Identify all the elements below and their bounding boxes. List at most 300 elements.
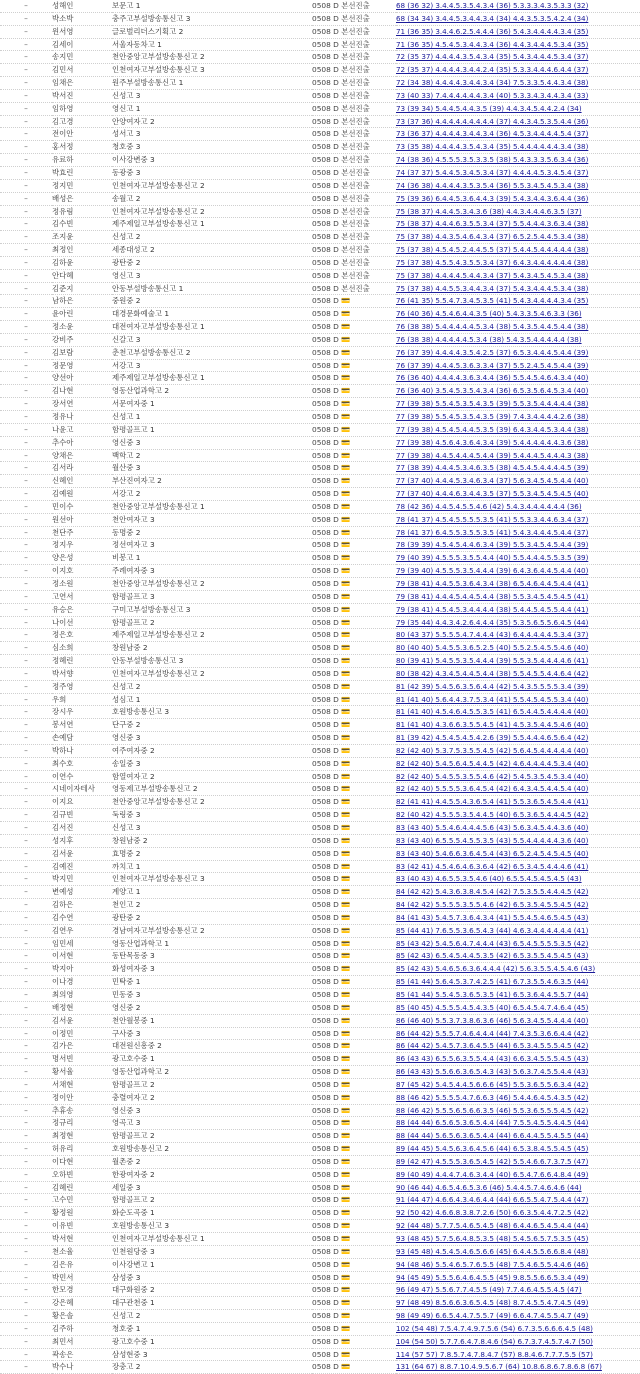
score-link[interactable]: 76 (41 35) 5.5.4.7.3.4.5.3.5 (41) 5.4.3.4.4.4.4.3.4 (35) (396, 296, 589, 306)
table-row (0, 154, 640, 167)
rank-cell: – (0, 449, 52, 462)
score-link[interactable]: 73 (37 36) 4.4.4.4.4.4.4.4.4 (37) 4.4.3.4.5.3.5.4.4 (36) (396, 116, 589, 126)
score-cell (396, 1040, 640, 1053)
table-row (0, 1361, 640, 1374)
player-name-cell: 이정민 (52, 1027, 112, 1040)
player-name-cell: 김나현 (52, 385, 112, 398)
round-status-cell: 0508 D 💳 (312, 1258, 396, 1271)
score-link[interactable]: 75 (37 38) 4.4.5.5.3.4.4.3.4 (37) 5.4.3.4.4.4.5.3.4 (38) (396, 283, 589, 293)
school-cell: 천안월봉중 1 (112, 1014, 312, 1027)
score-link[interactable]: 76 (36 40) 3.5.4.5.3.5.4.3.4 (36) 6.5.3.5.6.4.5.3.4 (40) (396, 386, 589, 396)
round-status-cell: 0508 D 💳 (312, 834, 396, 847)
score-link[interactable]: 79 (40 39) 4.5.5.5.3.5.5.4.4 (40) 5.5.4.4.4.5.5.3.5 (39) (396, 553, 589, 563)
score-link[interactable]: 77 (38 39) 4.4.4.5.3.4.6.3.5 (38) 4.5.4.5.4.4.4.4.5 (39) (396, 463, 589, 473)
table-row (0, 822, 640, 835)
player-name-cell: 최의영 (52, 988, 112, 1001)
school-cell: 천안중앙고부설방송통신고 1 (112, 500, 312, 513)
rank-cell: – (0, 577, 52, 590)
table-row (0, 1297, 640, 1310)
score-link[interactable]: 76 (38 38) 5.4.4.4.4.4.5.3.4 (38) 5.4.3.5.4.4.5.4.4 (38) (396, 322, 589, 332)
school-cell: 서울자동차고 1 (112, 38, 312, 51)
table-row (0, 1168, 640, 1181)
rank-cell: – (0, 321, 52, 334)
rank-cell: – (0, 154, 52, 167)
round-status-cell: 0508 D 💳 (312, 372, 396, 385)
school-cell: 월촌중 2 (112, 1155, 312, 1168)
score-link[interactable]: 76 (37 39) 4.4.4.5.3.6.3.3.4 (37) 5.5.2.4.5.4.5.4.4 (39) (396, 360, 589, 370)
rank-cell: – (0, 269, 52, 282)
score-link[interactable]: 80 (39 41) 5.4.5.5.3.5.4.4.4 (39) 5.5.3.5.4.4.4.4.6 (41) (396, 656, 589, 666)
table-row (0, 796, 640, 809)
school-cell: 함열여자고 2 (112, 770, 312, 783)
score-link[interactable]: 76 (38 38) 4.4.4.4.4.5.3.4 (38) 5.4.3.5.4.4.4.4.4 (38) (396, 334, 582, 344)
score-link[interactable]: 81 (39 42) 4.5.4.5.4.5.4.2.6 (39) 5.5.4.4.4.6.5.6.4 (42) (396, 733, 589, 743)
score-cell (396, 744, 640, 757)
table-row (0, 1310, 640, 1323)
score-cell (396, 732, 640, 745)
player-name-cell: 배성은 (52, 192, 112, 205)
score-link[interactable]: 75 (38 37) 4.4.4.5.3.4.3.6 (38) 4.4.3.4.4.4.6.3.5 (37) (396, 206, 582, 216)
score-link[interactable]: 90 (46 44) 4.6.5.4.6.5.3.6 (46) 5.4.4.5.7.4.6.4.6 (44) (396, 1182, 582, 1192)
table-row (0, 1220, 640, 1233)
score-link[interactable]: 71 (36 35) 4.5.4.5.3.4.4.3.4 (36) 4.4.3.4.4.4.5.3.4 (35) (396, 39, 589, 49)
score-link[interactable]: 76 (36 40) 4.4.4.4.3.6.3.4.4 (36) 5.5.4.5.4.6.4.3.4 (40) (396, 373, 589, 383)
round-status-cell: 0508 D 💳 (312, 1207, 396, 1220)
score-link[interactable]: 83 (43 40) 6.5.5.5.4.5.5.3.5 (43) 5.5.4.4.4.4.4.3.6 (40) (396, 835, 589, 845)
player-name-cell: 박민서 (52, 1271, 112, 1284)
score-link[interactable]: 102 (54 48) 7.5.4.7.4.9.7.5.6 (54) 6.7.3.5.6.6.6.4.5 (48) (396, 1323, 593, 1333)
table-row (0, 526, 640, 539)
player-name-cell: 김규빈 (52, 809, 112, 822)
score-cell (396, 231, 640, 244)
score-cell (396, 166, 640, 179)
school-cell: 인천여자고부설방송통신고 2 (112, 179, 312, 192)
rank-cell: – (0, 873, 52, 886)
score-link[interactable]: 75 (37 38) 4.5.4.5.2.4.4.5.5 (37) 5.4.4.5.4.4.4.4.4 (38) (396, 245, 589, 255)
school-cell: 이사강변중 3 (112, 154, 312, 167)
score-link[interactable]: 98 (49 49) 6.6.5.4.4.7.5.5.7 (49) 6.6.4.7.4.5.5.4.7 (49) (396, 1311, 589, 1321)
player-name-cell: 송지민 (52, 51, 112, 64)
rank-cell: – (0, 744, 52, 757)
score-link[interactable]: 85 (43 42) 5.4.5.6.4.7.4.4.4 (43) 6.5.4.5.5.5.5.3.5 (42) (396, 938, 589, 948)
score-link[interactable]: 72 (34 38) 4.4.4.4.3.4.4.3.4 (34) 7.5.3.3.5.4.4.3.4 (38) (396, 78, 589, 88)
score-link[interactable]: 89 (44 45) 5.4.5.6.3.6.4.5.6 (44) 6.5.3.8.4.5.5.4.5 (45) (396, 1144, 589, 1154)
score-link[interactable]: 72 (35 37) 4.4.4.4.3.4.4.2.4 (35) 5.3.3.4.4.4.6.4.4 (37) (396, 65, 589, 75)
table-row (0, 115, 640, 128)
rank-cell: – (0, 911, 52, 924)
table-row (0, 706, 640, 719)
round-status-cell: 0508 D 💳 (312, 398, 396, 411)
school-cell: 인천여자고부설방송통신고 2 (112, 667, 312, 680)
score-link[interactable]: 84 (42 42) 5.5.5.5.3.5.5.4.6 (42) 6.5.3.5.4.5.5.4.5 (42) (396, 900, 589, 910)
rank-cell: – (0, 38, 52, 51)
player-name-cell: 박서진 (52, 89, 112, 102)
round-status-cell: 0508 D 💳 (312, 513, 396, 526)
rank-cell: – (0, 231, 52, 244)
school-cell: 대경문화예술고 1 (112, 308, 312, 321)
table-row (0, 976, 640, 989)
rank-cell: – (0, 423, 52, 436)
table-row (0, 719, 640, 732)
score-link[interactable]: 72 (35 37) 4.4.4.4.3.5.4.3.4 (35) 5.4.3.4.4.4.5.3.4 (37) (396, 52, 589, 62)
school-cell: 영신중 2 (112, 1001, 312, 1014)
round-status-cell: 0508 D 💳 (312, 822, 396, 835)
table-row (0, 590, 640, 603)
score-link[interactable]: 74 (36 38) 4.4.4.4.3.5.3.5.4 (36) 5.5.3.4.5.4.5.3.4 (38) (396, 180, 589, 190)
score-link[interactable]: 86 (44 42) 5.5.5.7.4.6.4.4.4 (44) 7.4.3.5.3.6.6.4.4 (42) (396, 1028, 589, 1038)
table-row (0, 398, 640, 411)
rank-cell: – (0, 411, 52, 424)
score-link[interactable]: 93 (45 48) 4.5.4.5.4.6.5.6.6 (45) 6.4.4.5.5.6.6.8.4 (48) (396, 1246, 589, 1256)
score-link[interactable]: 74 (37 37) 5.4.4.5.3.4.5.3.4 (37) 4.4.4.4.5.3.4.5.4 (37) (396, 167, 589, 177)
school-cell: 창원남중 2 (112, 642, 312, 655)
score-link[interactable]: 77 (39 38) 4.5.4.5.4.4.5.3.5 (39) 6.4.3.4.4.5.3.4.4 (38) (396, 424, 589, 434)
round-status-cell: 0508 D 💳 (312, 860, 396, 873)
school-cell: 신성고 2 (112, 680, 312, 693)
table-row (0, 12, 640, 25)
table-row (0, 924, 640, 937)
player-name-cell: 장시우 (52, 706, 112, 719)
player-name-cell: 정유림 (52, 205, 112, 218)
score-cell (396, 719, 640, 732)
school-cell: 천안중앙고부설방송통신고 2 (112, 51, 312, 64)
rank-cell: – (0, 385, 52, 398)
score-link[interactable]: 94 (45 49) 5.5.5.6.4.6.4.5.5 (45) 9.8.5.5.6.6.5.3.4 (49) (396, 1272, 589, 1282)
rank-cell: – (0, 988, 52, 1001)
score-link[interactable]: 83 (43 40) 5.4.6.6.3.6.4.5.4 (43) 6.5.2.4.5.4.5.4.5 (40) (396, 848, 589, 858)
score-link[interactable]: 77 (39 38) 4.4.5.4.4.4.5.4.4 (39) 5.4.4.4.5.4.4.4.3 (38) (396, 450, 589, 460)
round-status-cell: 0508 D 💳 (312, 423, 396, 436)
rank-cell: – (0, 693, 52, 706)
round-status-cell: 0508 D 💳 (312, 937, 396, 950)
score-link[interactable]: 86 (43 43) 6.5.5.6.3.5.5.4.4 (43) 6.6.3.4.5.5.5.4.5 (43) (396, 1054, 589, 1064)
score-cell (396, 577, 640, 590)
rank-cell: – (0, 539, 52, 552)
score-link[interactable]: 94 (48 46) 5.5.4.6.5.7.6.5.5 (48) 7.5.4.6.5.5.4.4.6 (46) (396, 1259, 589, 1269)
rank-cell: – (0, 89, 52, 102)
round-status-cell: 0508 D 💳 (312, 385, 396, 398)
player-name-cell: 최정현 (52, 1130, 112, 1143)
score-link[interactable]: 79 (35 44) 4.4.3.4.2.6.4.4.4 (35) 5.3.5.6.5.5.6.4.5 (44) (396, 617, 589, 627)
rank-cell: – (0, 12, 52, 25)
score-link[interactable]: 79 (38 41) 4.4.4.5.4.4.5.4.4 (38) 5.5.3.4.5.4.5.4.5 (41) (396, 591, 589, 601)
player-name-cell: 홍서정 (52, 141, 112, 154)
rank-cell: – (0, 115, 52, 128)
score-cell (396, 796, 640, 809)
player-name-cell: 이연수 (52, 770, 112, 783)
table-row (0, 128, 640, 141)
score-link[interactable]: 75 (37 38) 4.5.5.4.3.5.5.3.4 (37) 6.4.3.4.4.4.4.4.4 (38) (396, 257, 589, 267)
score-link[interactable]: 73 (40 33) 7.4.4.4.4.4.4.3.4 (40) 5.3.3.4.3.4.4.3.4 (33) (396, 90, 589, 100)
score-link[interactable]: 83 (42 41) 4.5.4.6.4.6.3.6.4 (42) 6.5.3.4.5.4.4.4.6 (41) (396, 861, 589, 871)
player-name-cell: 조지윤 (52, 231, 112, 244)
school-cell: 송월고 2 (112, 192, 312, 205)
rank-cell: – (0, 333, 52, 346)
score-link[interactable]: 88 (46 42) 5.5.5.6.5.6.6.3.5 (46) 5.5.3.6.5.5.5.4.5 (42) (396, 1105, 589, 1115)
score-cell (396, 77, 640, 90)
score-cell (396, 1284, 640, 1297)
school-cell: 안양여자고 2 (112, 115, 312, 128)
rank-cell: – (0, 565, 52, 578)
table-row (0, 385, 640, 398)
table-row (0, 231, 640, 244)
score-link[interactable]: 77 (37 40) 4.4.4.6.3.4.4.3.5 (37) 5.5.3.4.5.4.5.4.5 (40) (396, 489, 589, 499)
player-name-cell: 이유빈 (52, 1220, 112, 1233)
player-name-cell: 명서빈 (52, 1053, 112, 1066)
score-link[interactable]: 83 (43 40) 5.5.4.6.4.4.4.5.6 (43) 5.6.3.4.5.4.4.3.6 (40) (396, 823, 589, 832)
table-row (0, 693, 640, 706)
score-link[interactable]: 88 (44 44) 5.6.5.6.3.6.5.4.4 (44) 6.6.4.4.5.5.4.5.5 (44) (396, 1131, 589, 1141)
table-row (0, 1271, 640, 1284)
player-name-cell: 허유리 (52, 1143, 112, 1156)
player-name-cell: 김서진 (52, 822, 112, 835)
round-status-cell: 0508 D 💳 (312, 411, 396, 424)
round-status-cell: 0508 D 💳 (312, 719, 396, 732)
score-link[interactable]: 82 (42 40) 5.3.7.5.3.5.5.4.5 (42) 5.6.4.5.4.4.4.4.4 (40) (396, 745, 589, 755)
score-link[interactable]: 73 (35 38) 4.4.4.4.3.5.4.3.4 (35) 5.4.4.4.4.4.4.3.4 (38) (396, 142, 589, 152)
school-cell: 영동제고부설방송통신고 2 (112, 783, 312, 796)
player-name-cell: 윤아린 (52, 308, 112, 321)
score-cell (396, 1322, 640, 1335)
score-link[interactable]: 85 (41 44) 5.5.4.5.3.6.5.3.5 (41) 6.5.3.6.4.4.5.5.7 (44) (396, 989, 589, 999)
score-cell (396, 192, 640, 205)
score-link[interactable]: 82 (42 40) 5.4.5.6.4.5.4.4.5 (42) 4.6.4.4.4.4.5.3.4 (40) (396, 758, 589, 768)
score-link[interactable]: 81 (42 39) 5.4.5.6.3.5.6.4.4 (42) 5.4.3.5.5.5.5.3.4 (39) (396, 681, 589, 691)
score-link[interactable]: 82 (42 40) 5.4.5.5.3.5.5.4.6 (42) 5.4.5.3.5.4.5.3.4 (40) (396, 771, 589, 781)
score-link[interactable]: 86 (46 40) 5.5.3.7.3.8.6.3.6 (46) 5.6.3.4.5.5.4.4.4 (40) (396, 1015, 589, 1025)
round-status-cell: 0508 D 💳 (312, 950, 396, 963)
round-status-cell: 0508 D 💳 (312, 1361, 396, 1374)
score-link[interactable]: 85 (42 43) 6.5.4.5.4.4.5.3.5 (42) 6.5.3.5.5.4.5.4.5 (43) (396, 951, 589, 961)
player-name-cell: 김민서 (52, 64, 112, 77)
score-link[interactable]: 77 (39 38) 4.5.6.4.3.6.4.3.4 (39) 5.4.4.4.4.4.4.3.6 (38) (396, 437, 589, 447)
score-link[interactable]: 75 (39 36) 6.4.4.5.3.6.4.4.3 (39) 5.4.3.4.4.3.6.4.4 (36) (396, 193, 589, 203)
score-link[interactable]: 86 (44 42) 5.4.5.7.3.6.4.5.5 (44) 6.5.3.4.5.5.5.4.5 (42) (396, 1041, 589, 1051)
score-link[interactable]: 88 (44 44) 6.5.6.5.3.6.5.4.4 (44) 7.5.5.4.5.5.4.4.5 (44) (396, 1118, 589, 1128)
score-link[interactable]: 75 (37 38) 4.4.3.5.4.6.4.3.4 (37) 6.5.2.5.4.4.5.3.4 (38) (396, 232, 589, 242)
score-link[interactable]: 80 (43 37) 5.5.5.5.4.7.4.4.4 (43) 6.4.4.4.4.4.5.3.4 (37) (396, 630, 589, 640)
score-link[interactable]: 79 (38 41) 4.4.5.5.3.6.4.3.4 (38) 6.5.4.6.4.4.5.4.4 (41) (396, 578, 589, 588)
score-link[interactable]: 75 (37 38) 4.4.4.4.5.4.4.3.4 (37) 5.4.3.4.5.4.5.3.4 (38) (396, 270, 589, 280)
score-link[interactable]: 96 (49 47) 5.5.6.7.7.4.5.5 (49) 7.7.4.6.4.5.5.4.5 (47) (396, 1285, 582, 1295)
school-cell: 광고호수중 1 (112, 1053, 312, 1066)
score-link[interactable]: 87 (45 42) 5.4.5.4.4.5.6.6.6 (45) 5.5.3.6.5.5.6.3.4 (42) (396, 1079, 589, 1089)
player-name-cell: 강비주 (52, 333, 112, 346)
table-row (0, 744, 640, 757)
school-cell: 광탄중 2 (112, 256, 312, 269)
rank-cell: – (0, 899, 52, 912)
player-name-cell: 황은솔 (52, 1310, 112, 1323)
school-cell: 대구화원중 2 (112, 1284, 312, 1297)
player-name-cell: 원선아 (52, 513, 112, 526)
score-link[interactable]: 85 (41 44) 5.6.4.5.3.7.4.2.5 (41) 6.7.3.5.5.4.6.3.5 (44) (396, 977, 589, 987)
school-cell: 호원방송통신고 3 (112, 706, 312, 719)
player-name-cell: 김준지 (52, 282, 112, 295)
score-cell (396, 1014, 640, 1027)
score-cell (396, 1207, 640, 1220)
score-link[interactable]: 77 (39 38) 5.5.4.5.3.5.4.3.5 (39) 7.4.3.4.4.4.4.2.6 (38) (396, 412, 589, 421)
player-name-cell: 박지아 (52, 963, 112, 976)
round-status-cell: 0508 D 💳 (312, 770, 396, 783)
school-cell: 함평골프고 2 (112, 616, 312, 629)
score-cell (396, 539, 640, 552)
score-cell (396, 1130, 640, 1143)
score-link[interactable]: 73 (36 37) 4.4.4.4.3.4.4.3.4 (36) 4.5.3.4.4.4.4.5.4 (37) (396, 129, 589, 139)
score-cell (396, 937, 640, 950)
score-link[interactable]: 78 (41 37) 4.5.4.5.5.5.5.3.5 (41) 5.5.3.3.4.4.6.3.4 (37) (396, 514, 589, 524)
score-link[interactable]: 84 (41 43) 5.4.5.7.3.6.4.3.4 (41) 5.5.4.5.4.6.5.4.5 (43) (396, 912, 589, 922)
score-cell (396, 38, 640, 51)
score-link[interactable]: 85 (44 41) 7.6.5.5.3.6.5.4.3 (44) 4.6.3.4.4.4.4.4.4 (41) (396, 925, 589, 935)
score-cell (396, 513, 640, 526)
score-link[interactable]: 80 (40 40) 5.4.5.5.3.6.5.2.5 (40) 5.5.2.5.4.5.5.4.6 (40) (396, 643, 589, 653)
rank-cell: – (0, 616, 52, 629)
score-link[interactable]: 76 (37 39) 4.4.4.4.3.5.4.2.5 (37) 6.5.3.4.4.4.5.4.4 (39) (396, 347, 589, 357)
score-link[interactable]: 89 (40 49) 4.4.4.7.4.6.3.4.4 (40) 6.5.4.7.6.6.4.8.4 (49) (396, 1169, 589, 1179)
rank-cell: – (0, 1245, 52, 1258)
table-row (0, 1014, 640, 1027)
table-row (0, 192, 640, 205)
player-name-cell: 시네이자테사 (52, 783, 112, 796)
score-link[interactable]: 75 (38 37) 4.4.4.6.3.5.5.3.4 (37) 5.5.4.4.4.3.6.3.4 (38) (396, 219, 589, 229)
player-name-cell: 양선아 (52, 372, 112, 385)
score-link[interactable]: 78 (42 36) 4.4.5.4.5.5.4.6 (42) 5.4.3.4.4.4.4.4.4 (36) (396, 501, 582, 511)
score-link[interactable]: 79 (39 40) 4.5.5.5.3.5.4.4.4 (39) 6.4.3.6.4.4.5.4.4 (40) (396, 566, 589, 576)
round-status-cell: 0508 D 💳 (312, 359, 396, 372)
score-link[interactable]: 78 (41 37) 6.4.5.5.3.5.5.3.5 (41) 5.4.3.4.4.4.5.4.4 (37) (396, 527, 589, 537)
round-status-cell: 0508 D 💳 (312, 680, 396, 693)
table-row (0, 1130, 640, 1143)
player-name-cell: 봉서연 (52, 719, 112, 732)
score-link[interactable]: 80 (38 42) 4.3.4.5.4.4.5.4.4 (38) 5.5.4.5.5.4.4.6.4 (42) (396, 668, 589, 678)
score-link[interactable]: 77 (39 38) 5.5.4.5.3.5.4.3.5 (39) 5.5.3.5.4.4.4.4.4 (38) (396, 399, 589, 409)
score-link[interactable]: 93 (48 45) 5.7.5.6.4.8.5.3.5 (48) 5.4.5.6.5.7.5.3.5 (45) (396, 1234, 589, 1243)
score-link[interactable]: 131 (64 67) 8.8.7.10.4.9.5.6.7 (64) 10.8.6.8.6.7.8.6.8 (67) (396, 1362, 602, 1372)
score-cell (396, 218, 640, 231)
player-name-cell: 김보람 (52, 346, 112, 359)
score-link[interactable]: 92 (44 48) 5.7.7.5.4.6.5.4.5 (48) 6.4.4.6.5.4.5.4.4 (44) (396, 1221, 589, 1231)
score-link[interactable]: 97 (48 49) 8.5.6.6.3.6.5.4.5 (48) 8.7.4.5.5.4.7.4.5 (49) (396, 1298, 589, 1308)
rank-cell: – (0, 488, 52, 501)
rank-cell: – (0, 1001, 52, 1014)
score-link[interactable]: 82 (40 42) 4.5.5.5.3.5.4.4.5 (40) 6.5.3.6.5.4.4.4.5 (42) (396, 810, 589, 820)
round-status-cell: 0508 D 💳 (312, 642, 396, 655)
table-row (0, 166, 640, 179)
rank-cell: – (0, 1361, 52, 1374)
score-link[interactable]: 114 (57 57) 7.8.5.7.4.7.8.4.7 (57) 8.8.4.6.7.7.7.5.5 (57) (396, 1349, 593, 1359)
round-status-cell: 0508 D 💳 (312, 1284, 396, 1297)
score-cell (396, 1220, 640, 1233)
score-link[interactable]: 79 (38 41) 4.5.4.5.3.4.4.4.4 (38) 5.4.4.5.4.5.5.4.4 (41) (396, 604, 589, 614)
player-name-cell: 곽송은 (52, 1348, 112, 1361)
score-link[interactable]: 85 (42 43) 5.4.6.5.6.3.6.4.4.4 (42) 5.6.3.5.5.4.5.4.6 (43) (396, 964, 596, 974)
player-name-cell: 김하은 (52, 899, 112, 912)
table-row (0, 1348, 640, 1361)
score-link[interactable]: 71 (36 35) 3.4.4.6.2.5.4.4.4 (36) 5.4.3.4.4.4.4.3.4 (35) (396, 26, 589, 36)
score-link[interactable]: 73 (39 34) 5.4.4.5.4.4.3.5 (39) 4.4.3.4.5.4.4.2.4 (34) (396, 103, 582, 113)
school-cell: 백학고 2 (112, 449, 312, 462)
score-cell (396, 667, 640, 680)
score-link[interactable]: 78 (39 39) 4.5.4.5.4.4.6.3.4 (39) 5.5.3.4.5.4.5.4.4 (39) (396, 540, 589, 550)
score-link[interactable]: 85 (40 45) 4.5.5.5.4.5.4.3.5 (40) 6.5.4.5.4.7.4.6.4 (45) (396, 1002, 589, 1012)
school-cell: 천안여자고 3 (112, 513, 312, 526)
player-name-cell: 우희 (52, 693, 112, 706)
table-row (0, 1284, 640, 1297)
score-link[interactable]: 81 (41 40) 4.3.6.6.3.5.5.4.5 (41) 4.5.3.5.4.4.5.4.6 (40) (396, 720, 589, 730)
score-cell (396, 1091, 640, 1104)
rank-cell: – (0, 1091, 52, 1104)
score-link[interactable]: 86 (43 43) 5.5.6.6.3.6.5.4.3 (43) 5.6.3.7.4.5.5.4.4 (43) (396, 1067, 589, 1077)
score-link[interactable]: 82 (42 40) 5.5.5.5.3.6.4.5.4 (42) 6.4.3.4.5.4.4.5.4 (40) (396, 784, 589, 794)
score-link[interactable]: 68 (34 34) 3.4.4.5.3.4.4.3.4 (34) 4.4.3.5.3.5.4.2.4 (34) (396, 13, 589, 23)
score-link[interactable]: 74 (38 36) 4.5.5.5.3.5.3.3.5 (38) 5.4.3.3.3.5.6.3.4 (36) (396, 155, 589, 165)
round-status-cell: 0508 D 본선진출 (312, 0, 396, 12)
score-link[interactable]: 104 (54 50) 5.7.7.6.4.7.8.4.6 (54) 6.7.3.7.4.5.7.4.7 (50) (396, 1336, 593, 1346)
table-row (0, 552, 640, 565)
score-cell (396, 269, 640, 282)
school-cell: 천안중앙고부설방송통신고 2 (112, 796, 312, 809)
rank-cell: – (0, 1155, 52, 1168)
school-cell: 영신고 3 (112, 269, 312, 282)
score-link[interactable]: 88 (46 42) 5.5.5.5.4.7.6.6.3 (46) 5.4.4.6.4.5.4.3.5 (42) (396, 1092, 589, 1102)
score-link[interactable]: 81 (41 40) 5.6.4.4.3.7.5.3.4 (41) 5.5.4.5.4.5.5.3.4 (40) (396, 694, 589, 704)
player-name-cell: 고연서 (52, 590, 112, 603)
score-link[interactable]: 84 (42 42) 5.4.3.6.3.8.4.5.4 (42) 7.5.3.5.5.4.4.4.5 (42) (396, 887, 589, 897)
round-status-cell: 0508 D 💳 (312, 796, 396, 809)
score-link[interactable]: 77 (37 40) 4.4.4.5.3.4.6.3.4 (37) 5.6.3.4.5.4.5.4.4 (40) (396, 476, 589, 486)
rank-cell: – (0, 1297, 52, 1310)
rank-cell: – (0, 0, 52, 12)
score-link[interactable]: 76 (40 36) 4.5.4.6.4.4.3.5 (40) 5.4.3.3.5.4.6.3.3 (36) (396, 309, 582, 319)
score-cell (396, 372, 640, 385)
school-cell: 영신중 3 (112, 1104, 312, 1117)
score-link[interactable]: 68 (36 32) 3.4.4.5.3.5.4.3.4 (36) 5.3.3.3.4.3.5.3.3 (32) (396, 1, 589, 10)
table-row (0, 436, 640, 449)
rank-cell: – (0, 719, 52, 732)
round-status-cell: 0508 D 💳 (312, 1220, 396, 1233)
school-cell: 광고호수중 1 (112, 1335, 312, 1348)
score-cell (396, 411, 640, 424)
table-row (0, 680, 640, 693)
score-cell (396, 822, 640, 835)
table-row (0, 1233, 640, 1246)
player-name-cell: 서채현 (52, 1078, 112, 1091)
score-link[interactable]: 89 (42 47) 4.5.5.5.3.6.5.4.5 (42) 5.5.4.6.6.7.3.7.5 (47) (396, 1156, 589, 1166)
school-cell: 둑링중 3 (112, 809, 312, 822)
score-link[interactable]: 83 (40 43) 4.6.5.5.3.5.4.6 (40) 6.5.5.4.5.4.5.4.5 (43) (396, 874, 582, 884)
table-row (0, 488, 640, 501)
round-status-cell: 0508 D 💳 (312, 911, 396, 924)
table-row (0, 1040, 640, 1053)
score-link[interactable]: 81 (41 40) 4.5.4.6.4.5.5.3.5 (41) 6.5.4.4.5.4.4.4.4 (40) (396, 707, 589, 717)
rank-cell: – (0, 1027, 52, 1040)
rank-cell: – (0, 1130, 52, 1143)
round-status-cell: 0508 D 본선진출 (312, 64, 396, 77)
score-link[interactable]: 92 (50 42) 4.6.6.8.3.8.7.2.6 (50) 6.6.3.5.4.4.7.2.5 (42) (396, 1208, 589, 1218)
player-name-cell: 정지민 (52, 179, 112, 192)
player-name-cell: 이지호 (52, 565, 112, 578)
score-link[interactable]: 91 (44 47) 4.6.6.4.3.4.6.4.4 (44) 6.6.5.5.4.7.5.4.4 (47) (396, 1195, 589, 1205)
player-name-cell: 민이수 (52, 500, 112, 513)
score-link[interactable]: 82 (41 41) 4.4.5.5.4.3.6.5.4 (41) 5.5.3.6.5.4.5.4.4 (41) (396, 797, 589, 807)
score-cell (396, 911, 640, 924)
score-cell (396, 1258, 640, 1271)
rank-cell: – (0, 1104, 52, 1117)
round-status-cell: 0508 D 💳 (312, 744, 396, 757)
round-status-cell: 0508 D 💳 (312, 1335, 396, 1348)
school-cell: 제주제일고부설방송통신고 1 (112, 218, 312, 231)
round-status-cell: 0508 D 💳 (312, 667, 396, 680)
